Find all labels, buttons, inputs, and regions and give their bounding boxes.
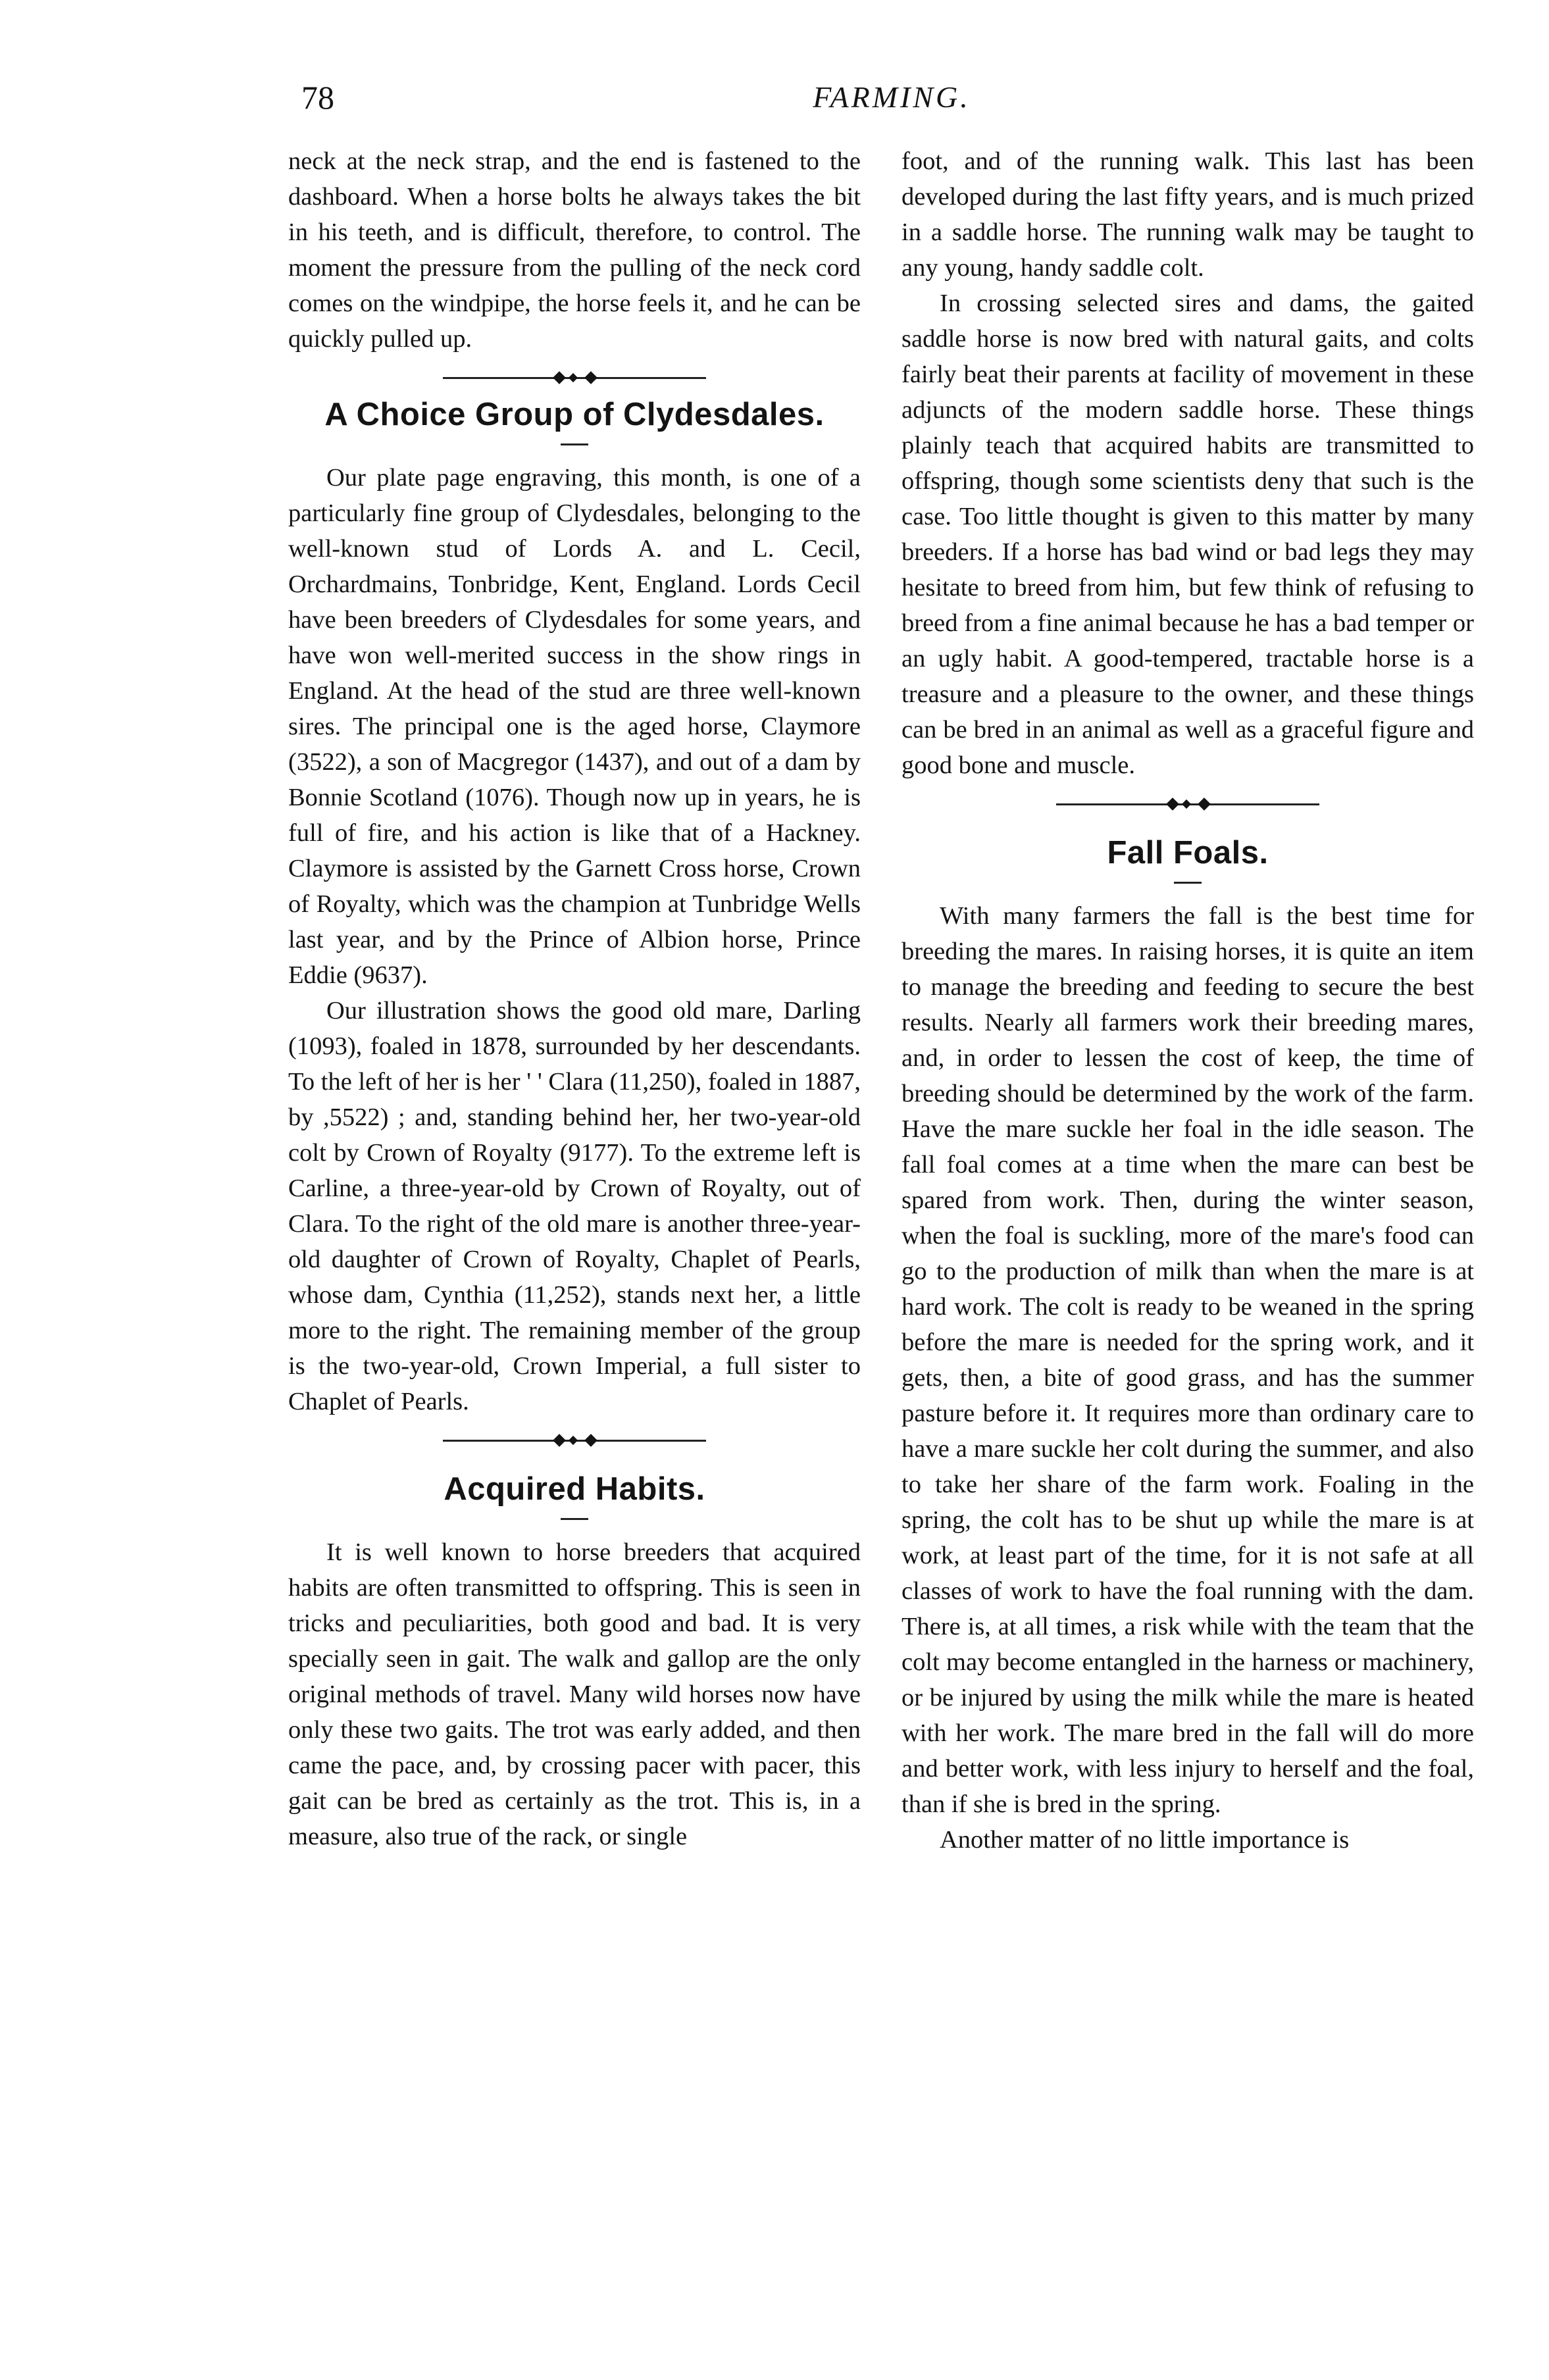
left-column xyxy=(288,143,861,1854)
paragraph: It is well known to horse breeders that acquired habits are often transmitted to offspring. This is seen in tricks and peculiarities, both good and bad. It is very specially seen in gait. The walk and gallop are the only original methods of travel. Many wild horses now have only these two gaits. The trot was early added, and then came the pace, and, by crossing pacer with pacer, this gait can be bred as certainly as the trot. This is, in a measure, also true of the rack, or single xyxy=(288,1538,861,1850)
heading-rule xyxy=(561,1518,588,1520)
paragraph: foot, and of the running walk. This last has been developed during the last fifty years, and is much prized in a saddle horse. The running walk may be taught to any young, handy saddle colt. xyxy=(901,147,1474,282)
paragraph: Another matter of no little importance is xyxy=(940,1826,1350,1854)
section-ornament xyxy=(288,371,861,384)
running-head xyxy=(290,78,1494,130)
section-ornament xyxy=(901,798,1474,811)
section-ornament xyxy=(288,1434,861,1447)
section-heading: Acquired Habits. xyxy=(444,1471,705,1507)
heading-rule xyxy=(561,443,588,445)
heading-rule xyxy=(1174,882,1202,884)
running-title: FARMING. xyxy=(813,80,971,114)
paragraph: Our illustration shows the good old mare, Darling (1093), foaled in 1878, surrounded by her descendants. To the left of her is her ' ' Clara (11,250), foaled in 1887, by ,5522) ; and, standing behind her, her two-year-old colt by Crown of Royalty (9177). To the extreme left is Carline, a three-year-old by Crown of Royalty, out of Clara. To the right of the old mare is another three-year-old daughter of Crown of Royalty, Chaplet of Pearls, whose dam, Cynthia (11,252), stands next her, a little more to the right. The remaining member of the group is the two-year-old, Crown Imperial, a full sister to Chaplet of Pearls. xyxy=(288,997,861,1415)
paragraph: In crossing selected sires and dams, the gaited saddle horse is now bred with natural gaits, and colts fairly beat their parents at facility of movement in these adjuncts of the modern saddle horse. These things plainly teach that acquired habits are transmitted to offspring, though some scientists deny that such is the case. Too little thought is given to this matter by many breeders. If a horse has bad wind or bad legs they may hesitate to breed from him, but few think of refusing to breed from a fine animal because he has a bad temper or an ugly habit. A good-tempered, tractable horse is a treasure and a pleasure to the owner, and these things can be bred in an animal as well as a graceful figure and good bone and muscle. xyxy=(901,290,1474,779)
section-heading: A Choice Group of Clydesdales. xyxy=(324,397,825,432)
paragraph: With many farmers the fall is the best time for breeding the mares. In raising horses, it is quite an item to manage the breeding and feeding to secure the best results. Nearly all farmers work their breeding mares, and, in order to lessen the cost of keep, the time of breeding should be determined by the work of the farm. Have the mare suckle her foal in the idle season. The fall foal comes at a time when the mare can best be spared from work. Then, during the winter season, when the foal is suckling, more of the mare's food can go to the production of milk than when the mare is at hard work. The colt is ready to be weaned in the spring before the mare is needed for the spring work, and it gets, then, a bite of good grass, and has the summer pasture before it. It requires more than ordinary care to have a mare suckle her colt during the summer, and also to take her share of the farm work. Foaling in the spring, the colt has to be shut up while the mare is at work, at least part of the time, for it is not safe at all classes of work to have the foal running with the dam. There is, at all times, a risk while with the team that the colt may become entangled in the harness or machinery, or be injured by using the milk while the mare is heated with her work. The mare bred in the fall will do more and better work, with less injury to herself and the foal, than if she is bred in the spring. xyxy=(901,902,1474,1818)
paragraph: neck at the neck strap, and the end is fastened to the dashboard. When a horse bolts he always takes the bit in his teeth, and is difficult, therefore, to control. The moment the pressure from the pulling of the neck cord comes on the windpipe, the horse feels it, and he can be quickly pulled up. xyxy=(288,147,861,353)
page-number: 78 xyxy=(301,79,334,116)
section-heading: Fall Foals. xyxy=(1107,835,1269,871)
right-column xyxy=(901,143,1474,1858)
paragraph: Our plate page engraving, this month, is one of a particularly fine group of Clydesdales, belonging to the well-known stud of Lords A. and L. Cecil, Orchardmains, Tonbridge, Kent, England. Lords Cecil have been breeders of Clydesdales for some years, and have won well-merited success in the show rings in England. At the head of the stud are three well-known sires. The principal one is the aged horse, Claymore (3522), a son of Macgregor (1437), and out of a dam by Bonnie Scotland (1076). Though now up in years, he is full of fire, and his action is like that of a Hackney. Claymore is assisted by the Garnett Cross horse, Crown of Royalty, which was the champion at Tunbridge Wells last year, and by the Prince of Albion horse, Prince Eddie (9637). xyxy=(288,464,861,989)
